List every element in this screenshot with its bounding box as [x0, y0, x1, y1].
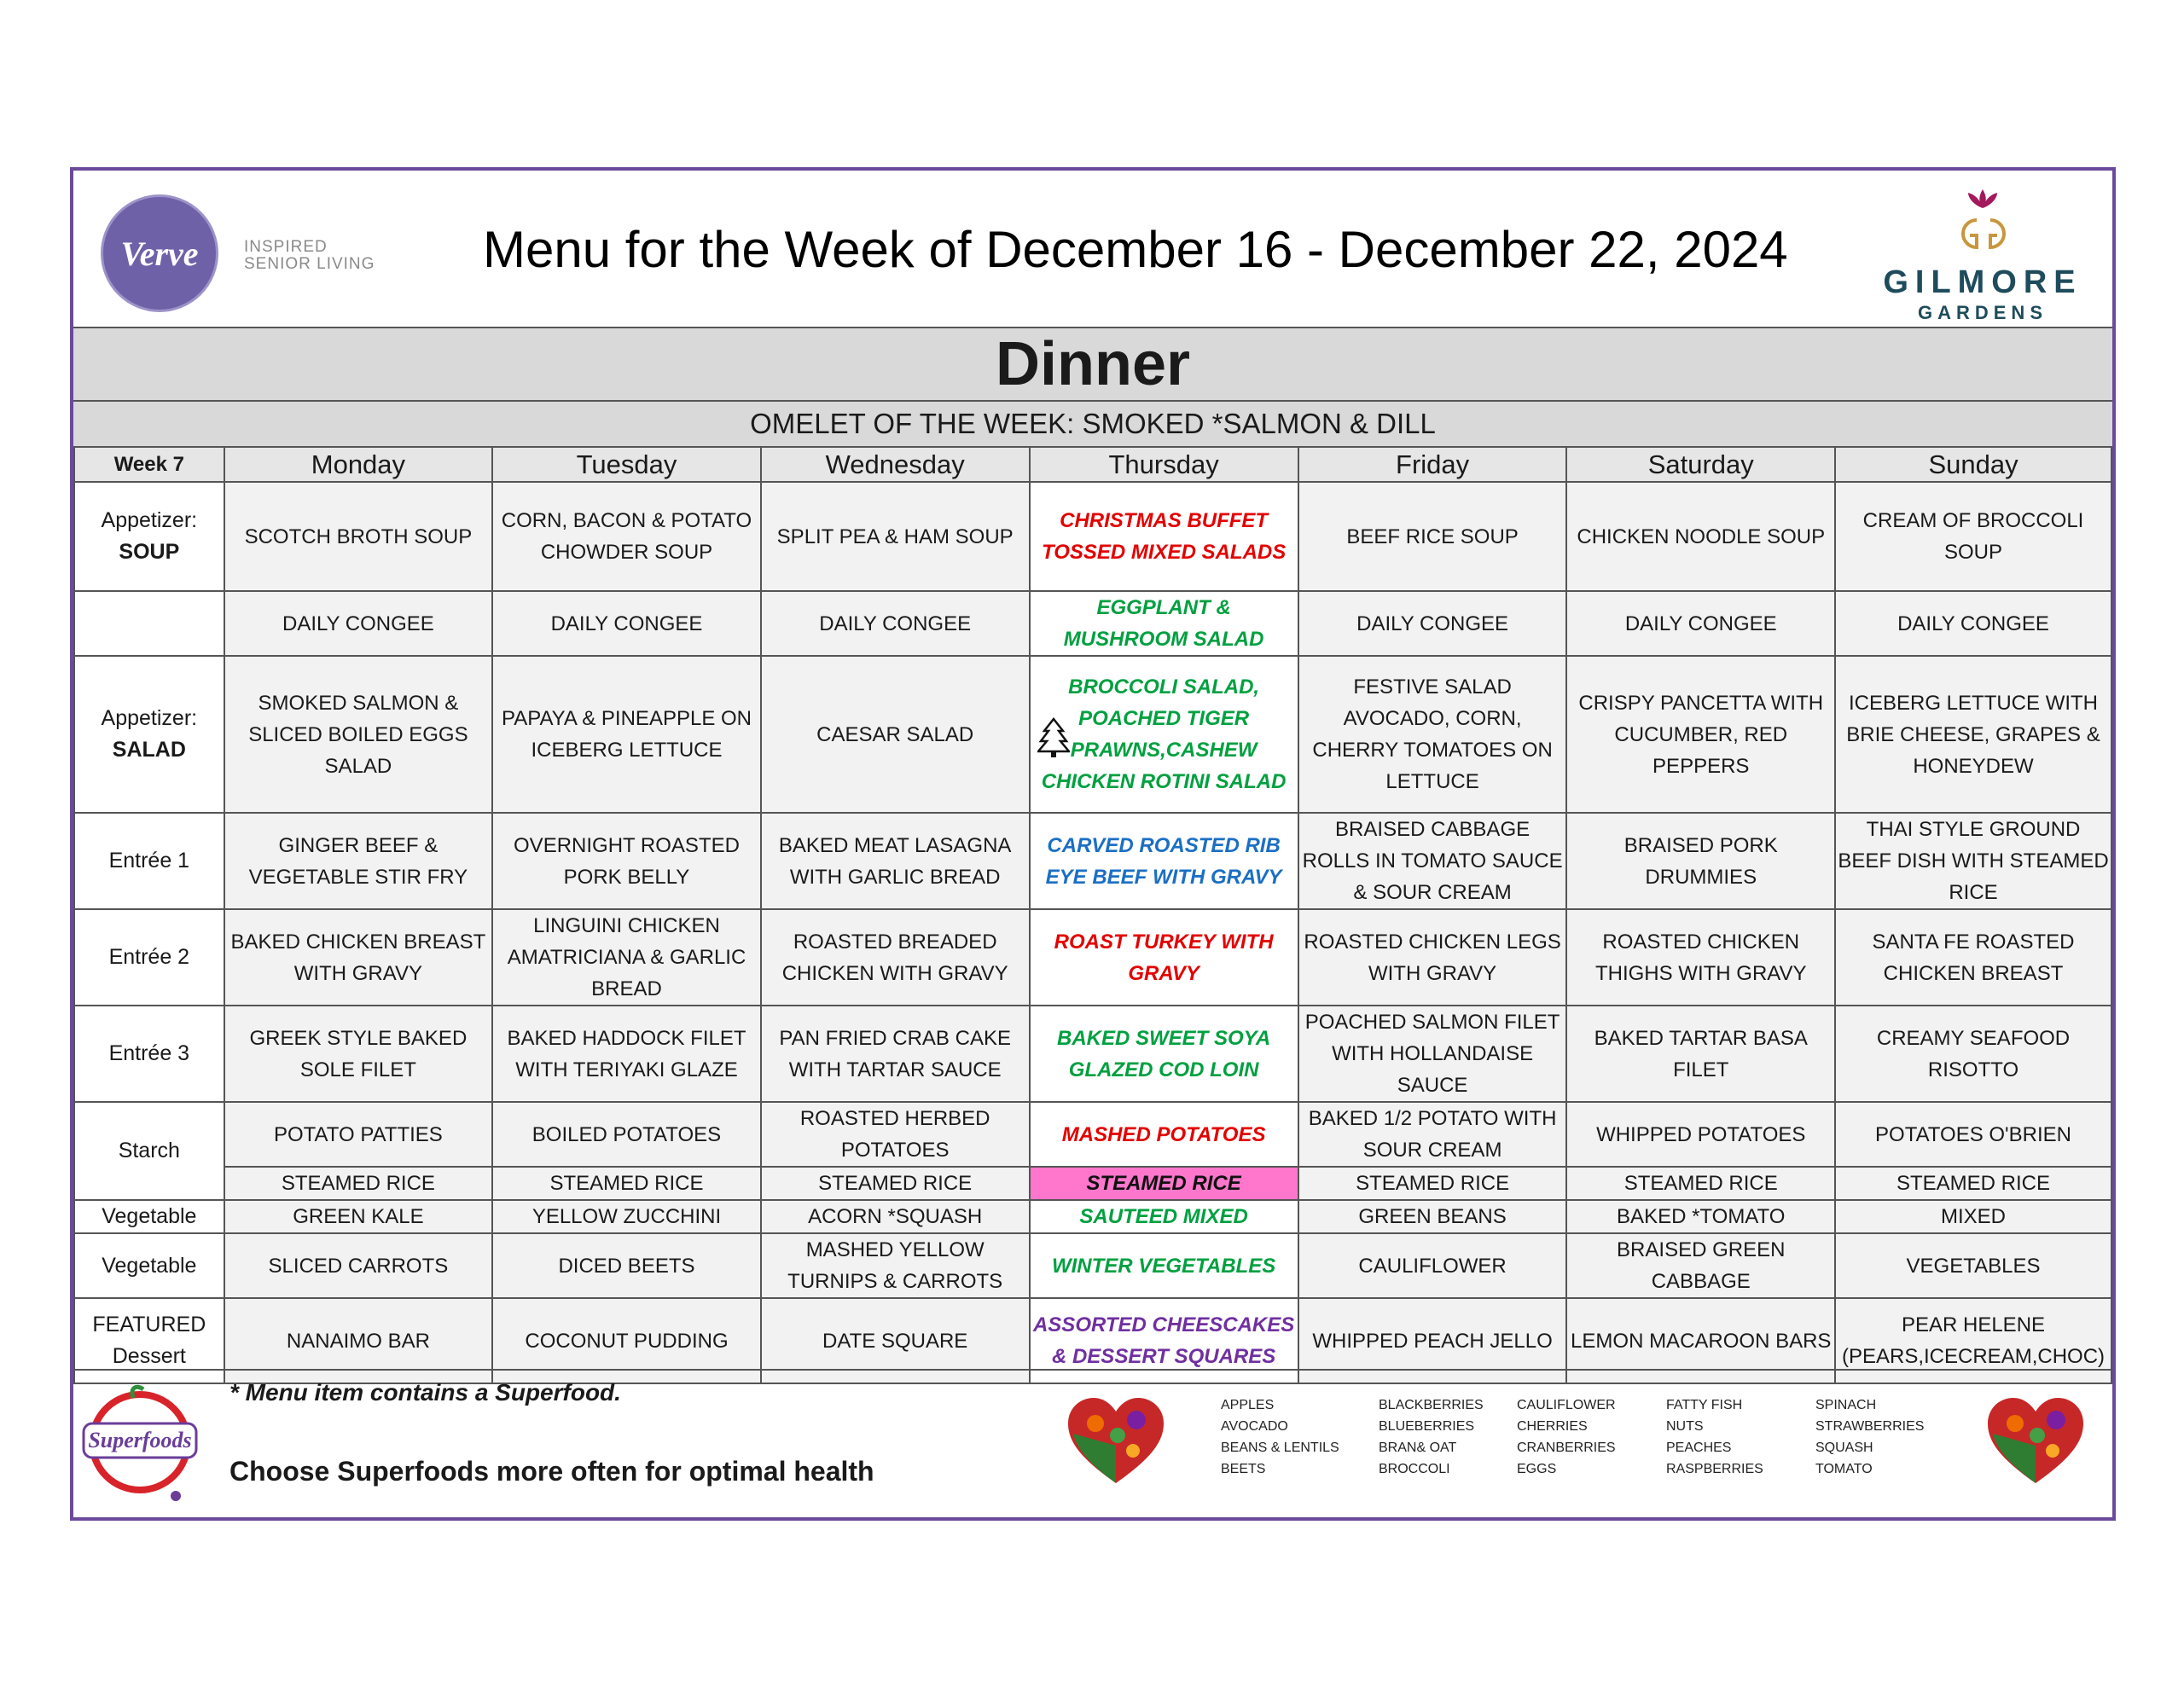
superfood-item: BRAN& OAT — [1379, 1441, 1457, 1455]
menu-cell: WHIPPED POTATOES — [1566, 1102, 1835, 1167]
superfood-column — [1221, 1394, 1379, 1480]
table-row — [74, 1167, 2111, 1200]
verve-tagline — [244, 239, 375, 273]
menu-cell: BRAISED CABBAGE ROLLS IN TOMATO SAUCE & SOUR CREAM — [1298, 813, 1567, 909]
header — [73, 171, 2112, 327]
menu-cell: CREAMY SEAFOOD RISOTTO — [1835, 1006, 2111, 1102]
page-title: Menu for the Week of December 16 - December 22, 2024 — [483, 221, 1788, 278]
brand-name: GILMORE — [1883, 264, 2082, 300]
week-label: Week 7 — [74, 447, 224, 482]
menu-cell: BAKED TARTAR BASA FILET — [1566, 1006, 1835, 1102]
day-header: Wednesday — [761, 447, 1030, 482]
menu-cell: DAILY CONGEE — [492, 591, 761, 656]
superfoods-logo-text: Superfoods — [88, 1428, 192, 1452]
day-header: Thursday — [1030, 447, 1298, 482]
menu-cell: GINGER BEEF & VEGETABLE STIR FRY — [224, 813, 493, 909]
verve-logo-text: Verve — [120, 234, 199, 273]
superfood-item: BLUEBERRIES — [1379, 1419, 1475, 1434]
menu-cell: SLICED CARROTS — [224, 1233, 493, 1298]
menu-cell: FESTIVE SALAD AVOCADO, CORN, CHERRY TOMATOES ON LETTUCE — [1298, 656, 1567, 813]
menu-cell: POTATO PATTIES — [224, 1102, 493, 1167]
menu-cell: ROASTED HERBED POTATOES — [761, 1102, 1030, 1167]
superfood-item: CRANBERRIES — [1517, 1441, 1616, 1455]
menu-cell: DATE SQUARE — [761, 1298, 1030, 1383]
footer — [73, 1369, 2112, 1521]
menu-cell: SMOKED SALMON & SLICED BOILED EGGS SALAD — [224, 656, 493, 813]
row-label: Entrée 1 — [74, 813, 224, 909]
superfood-item: BEANS & LENTILS — [1221, 1441, 1339, 1455]
table-row — [74, 656, 2111, 813]
meal-heading: Dinner — [73, 327, 2112, 400]
lotus-emblem-icon — [1953, 186, 2013, 263]
day-header: Tuesday — [492, 447, 761, 482]
menu-cell: COCONUT PUDDING — [492, 1298, 761, 1383]
table-row — [74, 1006, 2111, 1102]
menu-cell: ICEBERG LETTUCE WITH BRIE CHEESE, GRAPES & HONEYDEW — [1835, 656, 2111, 813]
christmas-tree-icon — [1037, 717, 1070, 758]
superfood-item: EGGS — [1517, 1462, 1557, 1476]
row-label: Starch — [74, 1102, 224, 1200]
superfood-item: FATTY FISH — [1666, 1398, 1743, 1412]
menu-cell: BAKED 1/2 POTATO WITH SOUR CREAM — [1298, 1102, 1567, 1167]
superfood-column — [1815, 1394, 1952, 1480]
brand-subname: GARDENS — [1917, 302, 2048, 323]
superfood-item: NUTS — [1666, 1419, 1704, 1434]
menu-cell: CAESAR SALAD — [761, 656, 1030, 813]
row-label — [74, 656, 224, 813]
menu-cell: VEGETABLES — [1835, 1233, 2111, 1298]
menu-cell: STEAMED RICE — [761, 1167, 1030, 1200]
table-row — [74, 813, 2111, 909]
menu-cell: OVERNIGHT ROASTED PORK BELLY — [492, 813, 761, 909]
menu-cell-thursday: BROCCOLI SALAD, POACHED TIGER PRAWNS,CASHEW CHICKEN ROTINI SALAD — [1030, 656, 1298, 813]
menu-cell: BRAISED GREEN CABBAGE — [1566, 1233, 1835, 1298]
menu-cell: SCOTCH BROTH SOUP — [224, 482, 493, 591]
day-header: Sunday — [1835, 447, 2111, 482]
superfood-item: SPINACH — [1815, 1398, 1877, 1412]
superfood-item: BEETS — [1221, 1462, 1266, 1476]
omelet-banner: OMELET OF THE WEEK: SMOKED *SALMON & DILL — [73, 400, 2112, 446]
row-label-line-2: Dessert — [112, 1344, 186, 1368]
menu-sheet — [70, 167, 2116, 1521]
superfood-column — [1379, 1394, 1517, 1480]
superfood-column — [1517, 1394, 1666, 1480]
menu-cell: CAULIFLOWER — [1298, 1233, 1567, 1298]
day-header: Monday — [224, 447, 493, 482]
row-label-line-1: FEATURED — [92, 1313, 206, 1336]
menu-cell: SANTA FE ROASTED CHICKEN BREAST — [1835, 909, 2111, 1006]
menu-cell-thursday: BAKED SWEET SOYA GLAZED COD LOIN — [1030, 1006, 1298, 1102]
menu-cell: NANAIMO BAR — [224, 1298, 493, 1383]
menu-cell: CORN, BACON & POTATO CHOWDER SOUP — [492, 482, 761, 591]
menu-cell: YELLOW ZUCCHINI — [492, 1200, 761, 1233]
menu-cell: BAKED CHICKEN BREAST WITH GRAVY — [224, 909, 493, 1006]
menu-cell: STEAMED RICE — [1566, 1167, 1835, 1200]
menu-cell: WHIPPED PEACH JELLO — [1298, 1298, 1567, 1383]
menu-cell: BEEF RICE SOUP — [1298, 482, 1567, 591]
superfood-item: SQUASH — [1815, 1441, 1873, 1455]
menu-cell: BOILED POTATOES — [492, 1102, 761, 1167]
produce-heart-icon — [1065, 1394, 1167, 1488]
row-label: Vegetable — [74, 1233, 224, 1298]
produce-heart-icon — [1984, 1394, 2087, 1488]
row-label — [74, 482, 224, 591]
menu-cell: DAILY CONGEE — [1298, 591, 1567, 656]
row-label: Entrée 2 — [74, 909, 224, 1006]
tagline-line-2: SENIOR LIVING — [244, 255, 375, 273]
menu-cell: BRAISED PORK DRUMMIES — [1566, 813, 1835, 909]
table-row — [74, 909, 2111, 1006]
row-label — [74, 591, 224, 656]
table-row — [74, 591, 2111, 656]
gilmore-gardens-logo — [1872, 177, 2094, 322]
menu-cell: STEAMED RICE — [1835, 1167, 2111, 1200]
menu-cell-thursday: MASHED POTATOES — [1030, 1102, 1298, 1167]
superfood-column — [1666, 1394, 1815, 1480]
superfood-item: CAULIFLOWER — [1517, 1398, 1616, 1412]
superfood-item: BROCCOLI — [1379, 1462, 1450, 1476]
table-header-row — [74, 447, 2111, 482]
superfood-item: BLACKBERRIES — [1379, 1398, 1484, 1412]
row-label-line-1: Appetizer: — [101, 508, 198, 532]
menu-cell: GREEN BEANS — [1298, 1200, 1567, 1233]
menu-cell: POTATOES O'BRIEN — [1835, 1102, 2111, 1167]
menu-cell-thursday: WINTER VEGETABLES — [1030, 1233, 1298, 1298]
superfood-item: AVOCADO — [1221, 1419, 1288, 1434]
menu-cell: MASHED YELLOW TURNIPS & CARROTS — [761, 1233, 1030, 1298]
menu-cell-thursday: STEAMED RICE — [1030, 1167, 1298, 1200]
verve-logo — [101, 194, 218, 312]
menu-cell: CREAM OF BROCCOLI SOUP — [1835, 482, 2111, 591]
menu-cell: THAI STYLE GROUND BEEF DISH WITH STEAMED RICE — [1835, 813, 2111, 909]
menu-cell: DICED BEETS — [492, 1233, 761, 1298]
menu-cell: BAKED HADDOCK FILET WITH TERIYAKI GLAZE — [492, 1006, 761, 1102]
row-label-line-2: SOUP — [119, 540, 180, 564]
row-label-line-1: Appetizer: — [101, 706, 198, 730]
tagline-line-1: INSPIRED — [244, 238, 328, 256]
menu-cell: ROASTED CHICKEN THIGHS WITH GRAVY — [1566, 909, 1835, 1006]
superfood-item: CHERRIES — [1517, 1419, 1588, 1434]
menu-cell: LINGUINI CHICKEN AMATRICIANA & GARLIC BREAD — [492, 909, 761, 1006]
menu-cell: MIXED — [1835, 1200, 2111, 1233]
menu-cell-thursday: SAUTEED MIXED — [1030, 1200, 1298, 1233]
menu-cell: ROASTED BREADED CHICKEN WITH GRAVY — [761, 909, 1030, 1006]
menu-cell-thursday: ASSORTED CHEESCAKES & DESSERT SQUARES — [1030, 1298, 1298, 1383]
menu-cell: CHICKEN NOODLE SOUP — [1566, 482, 1835, 591]
superfoods-logo — [80, 1381, 200, 1509]
menu-cell: STEAMED RICE — [224, 1167, 493, 1200]
day-header: Friday — [1298, 447, 1567, 482]
menu-cell: GREEN KALE — [224, 1200, 493, 1233]
menu-cell-thursday: CHRISTMAS BUFFET TOSSED MIXED SALADS — [1030, 482, 1298, 591]
menu-cell: PAPAYA & PINEAPPLE ON ICEBERG LETTUCE — [492, 656, 761, 813]
menu-cell: DAILY CONGEE — [224, 591, 493, 656]
table-row — [74, 1200, 2111, 1233]
menu-cell: STEAMED RICE — [1298, 1167, 1567, 1200]
menu-cell: LEMON MACAROON BARS — [1566, 1298, 1835, 1383]
superfood-item: APPLES — [1221, 1398, 1275, 1412]
superfood-item: PEACHES — [1666, 1441, 1732, 1455]
menu-cell: GREEK STYLE BAKED SOLE FILET — [224, 1006, 493, 1102]
superfood-note: * Menu item contains a Superfood. — [229, 1379, 621, 1406]
superfood-list — [1221, 1394, 1952, 1480]
row-label-line-2: SALAD — [112, 738, 186, 762]
menu-cell: PAN FRIED CRAB CAKE WITH TARTAR SAUCE — [761, 1006, 1030, 1102]
superfood-item: TOMATO — [1815, 1462, 1873, 1476]
menu-cell: DAILY CONGEE — [1566, 591, 1835, 656]
table-row — [74, 482, 2111, 591]
superfood-item: STRAWBERRIES — [1815, 1419, 1925, 1434]
superfood-tagline: Choose Superfoods more often for optimal health — [229, 1456, 874, 1487]
day-header: Saturday — [1566, 447, 1835, 482]
superfood-item: RASPBERRIES — [1666, 1462, 1763, 1476]
menu-cell-thursday: EGGPLANT & MUSHROOM SALAD — [1030, 591, 1298, 656]
menu-cell: POACHED SALMON FILET WITH HOLLANDAISE SAUCE — [1298, 1006, 1567, 1102]
menu-cell: CRISPY PANCETTA WITH CUCUMBER, RED PEPPERS — [1566, 656, 1835, 813]
menu-cell-thursday: CARVED ROASTED RIB EYE BEEF WITH GRAVY — [1030, 813, 1298, 909]
menu-cell-thursday: ROAST TURKEY WITH GRAVY — [1030, 909, 1298, 1006]
menu-cell: PEAR HELENE (PEARS,ICECREAM,CHOC) — [1835, 1298, 2111, 1383]
menu-cell: ACORN *SQUASH — [761, 1200, 1030, 1233]
table-row — [74, 1233, 2111, 1298]
menu-cell: STEAMED RICE — [492, 1167, 761, 1200]
menu-cell: BAKED MEAT LASAGNA WITH GARLIC BREAD — [761, 813, 1030, 909]
table-row — [74, 1102, 2111, 1167]
menu-cell: SPLIT PEA & HAM SOUP — [761, 482, 1030, 591]
menu-table — [73, 446, 2112, 1384]
menu-cell: ROASTED CHICKEN LEGS WITH GRAVY — [1298, 909, 1567, 1006]
menu-cell: BAKED *TOMATO — [1566, 1200, 1835, 1233]
row-label: Vegetable — [74, 1200, 224, 1233]
row-label: Entrée 3 — [74, 1006, 224, 1102]
menu-cell: DAILY CONGEE — [761, 591, 1030, 656]
menu-cell: DAILY CONGEE — [1835, 591, 2111, 656]
